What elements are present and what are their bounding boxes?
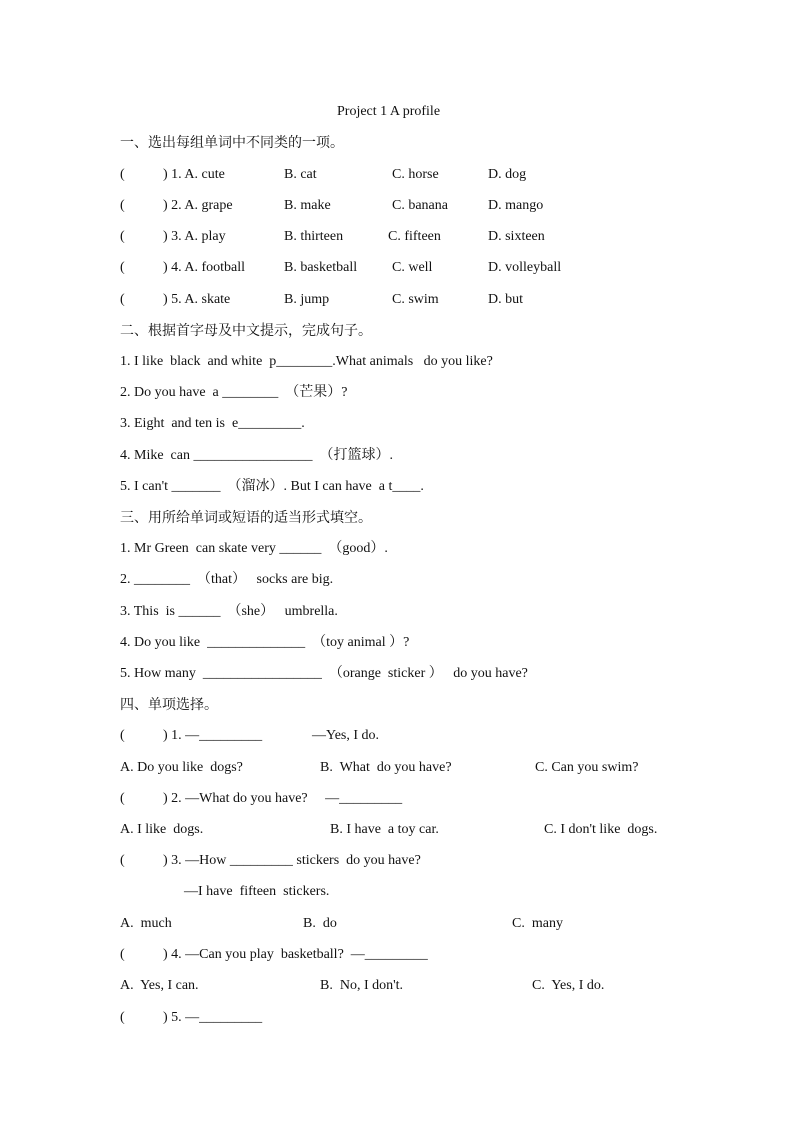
- option-c: C. fifteen: [388, 229, 441, 244]
- option-b: B. make: [284, 198, 331, 213]
- option-c: C. horse: [392, 167, 439, 182]
- section-heading-1: 一、选出每组单词中不同类的一项。: [120, 135, 344, 151]
- option-b: B. What do you have?: [320, 760, 452, 775]
- part3-item: 2. ________ （that） socks are big.: [120, 572, 334, 587]
- option-c: C. Can you swim?: [535, 760, 639, 775]
- option-c: C. banana: [392, 198, 448, 213]
- part3-item: 3. This is ______ （she） umbrella.: [120, 604, 338, 619]
- option-a: A. I like dogs.: [120, 822, 204, 837]
- answer-paren: (: [120, 260, 125, 275]
- answer-paren: (: [120, 728, 125, 743]
- part3-item: 4. Do you like ______________ （toy animal ）?: [120, 635, 410, 650]
- option-d: D. dog: [488, 167, 527, 182]
- question-stem: ) 5. —_________: [163, 1010, 263, 1025]
- option-c: C. many: [512, 916, 563, 931]
- option-c: C. well: [392, 260, 433, 275]
- question-stem: ) 3. —How _________ stickers do you have?: [163, 853, 421, 868]
- option-c: C. swim: [392, 292, 439, 307]
- part2-item: 3. Eight and ten is e_________.: [120, 416, 305, 431]
- part2-item: 2. Do you have a ________ （芒果）?: [120, 385, 348, 400]
- option-c: C. Yes, I do.: [532, 978, 605, 993]
- option-a: A. Yes, I can.: [120, 978, 199, 993]
- part2-item: 1. I like black and white p________.What animals do you like?: [120, 354, 493, 369]
- option-b: B. do: [303, 916, 337, 931]
- option-d: D. volleyball: [488, 260, 562, 275]
- option-d: D. mango: [488, 198, 544, 213]
- section-heading-3: 三、用所给单词或短语的适当形式填空。: [120, 510, 372, 526]
- part2-item: 4. Mike can _________________ （打篮球）.: [120, 448, 393, 463]
- option-b: B. cat: [284, 167, 317, 182]
- answer-paren: (: [120, 167, 125, 182]
- page-title: Project 1 A profile: [337, 104, 441, 119]
- section-heading-2: 二、根据首字母及中文提示，完成句子。: [120, 323, 372, 339]
- option-c: C. I don't like dogs.: [544, 822, 658, 837]
- question-option-a: ) 2. A. grape: [163, 198, 233, 213]
- answer-paren: (: [120, 198, 125, 213]
- part3-item: 5. How many _________________ （orange sticker ） do you have?: [120, 666, 528, 681]
- question-stem-continued: —I have fifteen stickers.: [184, 884, 330, 899]
- question-option-a: ) 5. A. skate: [163, 292, 231, 307]
- answer-paren: (: [120, 1010, 125, 1025]
- question-option-a: ) 1. A. cute: [163, 167, 225, 182]
- question-option-a: ) 4. A. football: [163, 260, 246, 275]
- answer-paren: (: [120, 292, 125, 307]
- answer-paren: (: [120, 947, 125, 962]
- answer-paren: (: [120, 229, 125, 244]
- option-b: B. thirteen: [284, 229, 344, 244]
- question-stem: ) 4. —Can you play basketball? —_________: [163, 947, 428, 962]
- option-a: A. much: [120, 916, 172, 931]
- question-stem: ) 1. —_________: [163, 728, 263, 743]
- option-a: A. Do you like dogs?: [120, 760, 243, 775]
- answer-paren: (: [120, 791, 125, 806]
- question-stem: ) 2. —What do you have? —_________: [163, 791, 403, 806]
- option-b: B. I have a toy car.: [330, 822, 439, 837]
- question-option-a: ) 3. A. play: [163, 229, 226, 244]
- answer-paren: (: [120, 853, 125, 868]
- option-b: B. No, I don't.: [320, 978, 404, 993]
- section-heading-4: 四、单项选择。: [120, 697, 218, 713]
- option-d: D. but: [488, 292, 523, 307]
- question-answer: —Yes, I do.: [312, 728, 380, 743]
- option-b: B. basketball: [284, 260, 358, 275]
- option-b: B. jump: [284, 292, 330, 307]
- option-d: D. sixteen: [488, 229, 545, 244]
- part3-item: 1. Mr Green can skate very ______ （good）.: [120, 541, 388, 556]
- part2-item: 5. I can't _______ （溜冰）. But I can have a t____.: [120, 479, 424, 494]
